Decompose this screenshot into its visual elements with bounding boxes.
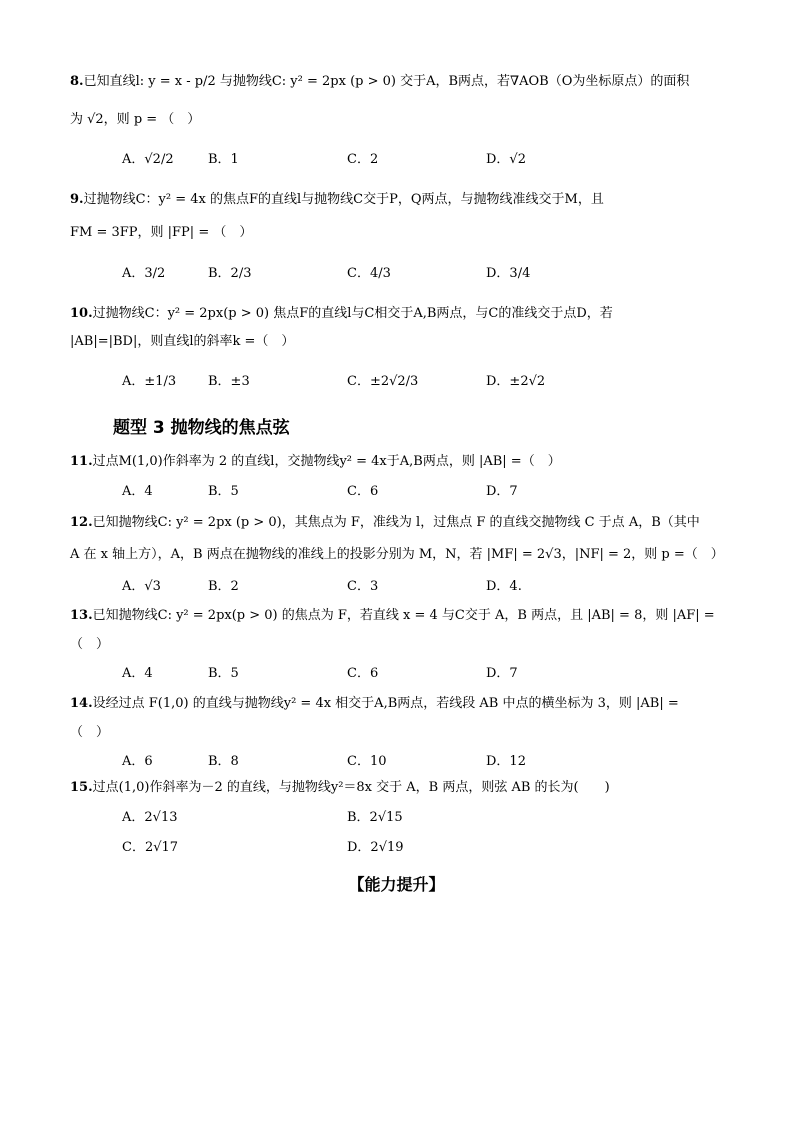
question-9-line-2: FM = 3FP，则 |FP| = （ ） xyxy=(70,225,253,240)
question-11-option-a[interactable]: A．4 xyxy=(122,484,153,499)
question-13-line-2: （ ） xyxy=(70,637,110,652)
question-9-option-c[interactable]: C．4/3 xyxy=(347,266,391,281)
question-13-option-c[interactable]: C．6 xyxy=(347,666,379,681)
question-10-option-d[interactable]: D．±2√2 xyxy=(486,374,546,389)
question-10-line-2: |AB|=|BD|，则直线l的斜率k =（ ） xyxy=(70,334,295,349)
question-9-option-b[interactable]: B．2/3 xyxy=(208,266,252,281)
question-8-line-2: 为 √2，则 p = （ ） xyxy=(70,112,201,127)
question-9-option-a[interactable]: A．3/2 xyxy=(122,266,166,281)
question-11-option-b[interactable]: B．5 xyxy=(208,484,239,499)
question-12-line-2: A 在 x 轴上方），A，B 两点在抛物线的准线上的投影分别为 M，N，若 |MF| = 2√3，|NF| = 2，则 p =（ ） xyxy=(70,547,724,562)
question-13-option-d[interactable]: D．7 xyxy=(486,666,518,681)
question-15-option-a[interactable]: A．2√13 xyxy=(122,810,178,825)
question-15-line-1: 15.过点(1,0)作斜率为－2 的直线，与抛物线y²＝8x 交于 A，B 两点，则弦 AB 的长为( ) xyxy=(70,780,610,795)
question-8-option-c[interactable]: C．2 xyxy=(347,152,379,167)
question-9-option-d[interactable]: D．3/4 xyxy=(486,266,531,281)
question-9-line-1: 9.过抛物线C：y² = 4x 的焦点F的直线l与抛物线C交于P，Q两点，与抛物线准线交于M，且 xyxy=(70,192,604,207)
question-10-option-b[interactable]: B．±3 xyxy=(208,374,250,389)
question-14-option-c[interactable]: C．10 xyxy=(347,754,387,769)
question-10-option-a[interactable]: A．±1/3 xyxy=(122,374,177,389)
question-14-option-d[interactable]: D．12 xyxy=(486,754,526,769)
question-10-line-1: 10.过抛物线C：y² = 2px(p > 0) 焦点F的直线l与C相交于A,B两点，与C的准线交于点D，若 xyxy=(70,306,613,321)
question-10-option-c[interactable]: C．±2√2/3 xyxy=(347,374,419,389)
question-8-option-b[interactable]: B．1 xyxy=(208,152,239,167)
question-15-option-c[interactable]: C．2√17 xyxy=(122,840,179,855)
question-12-option-b[interactable]: B．2 xyxy=(208,579,239,594)
question-8-line-1: 8.已知直线l: y = x - p/2 与抛物线C: y² = 2px (p > 0) 交于A，B两点，若∇AOB（O为坐标原点）的面积 xyxy=(70,74,690,89)
question-8-option-d[interactable]: D．√2 xyxy=(486,152,526,167)
question-12-option-c[interactable]: C．3 xyxy=(347,579,379,594)
question-11-option-c[interactable]: C．6 xyxy=(347,484,379,499)
question-8-option-a[interactable]: A．√2/2 xyxy=(122,152,174,167)
question-14-option-a[interactable]: A．6 xyxy=(122,754,153,769)
question-13-option-b[interactable]: B．5 xyxy=(208,666,239,681)
question-11-line-1: 11.过点M(1,0)作斜率为 2 的直线l，交抛物线y² = 4x于A,B两点，则 |AB| =（ ） xyxy=(70,454,561,469)
question-12-option-d[interactable]: D．4. xyxy=(486,579,522,594)
section-heading: 题型 3 抛物线的焦点弦 xyxy=(113,418,290,438)
question-14-option-b[interactable]: B．8 xyxy=(208,754,239,769)
question-12-option-a[interactable]: A．√3 xyxy=(122,579,161,594)
question-14-line-2: （ ） xyxy=(70,725,110,740)
question-14-line-1: 14.设经过点 F(1,0) 的直线与抛物线y² = 4x 相交于A,B两点，若线段 AB 中点的横坐标为 3，则 |AB| = xyxy=(70,696,679,711)
question-15-option-d[interactable]: D．2√19 xyxy=(347,840,404,855)
question-15-option-b[interactable]: B．2√15 xyxy=(347,810,403,825)
question-13-line-1: 13.已知抛物线C: y² = 2px(p > 0) 的焦点为 F，若直线 x = 4 与C交于 A，B 两点，且 |AB| = 8，则 |AF| = xyxy=(70,608,715,623)
question-11-option-d[interactable]: D．7 xyxy=(486,484,518,499)
question-13-option-a[interactable]: A．4 xyxy=(122,666,153,681)
question-12-line-1: 12.已知抛物线C: y² = 2px (p > 0)，其焦点为 F，准线为 l，过焦点 F 的直线交抛物线 C 于点 A，B（其中 xyxy=(70,515,700,530)
ability-improvement-heading: 【能力提升】 xyxy=(348,875,445,894)
